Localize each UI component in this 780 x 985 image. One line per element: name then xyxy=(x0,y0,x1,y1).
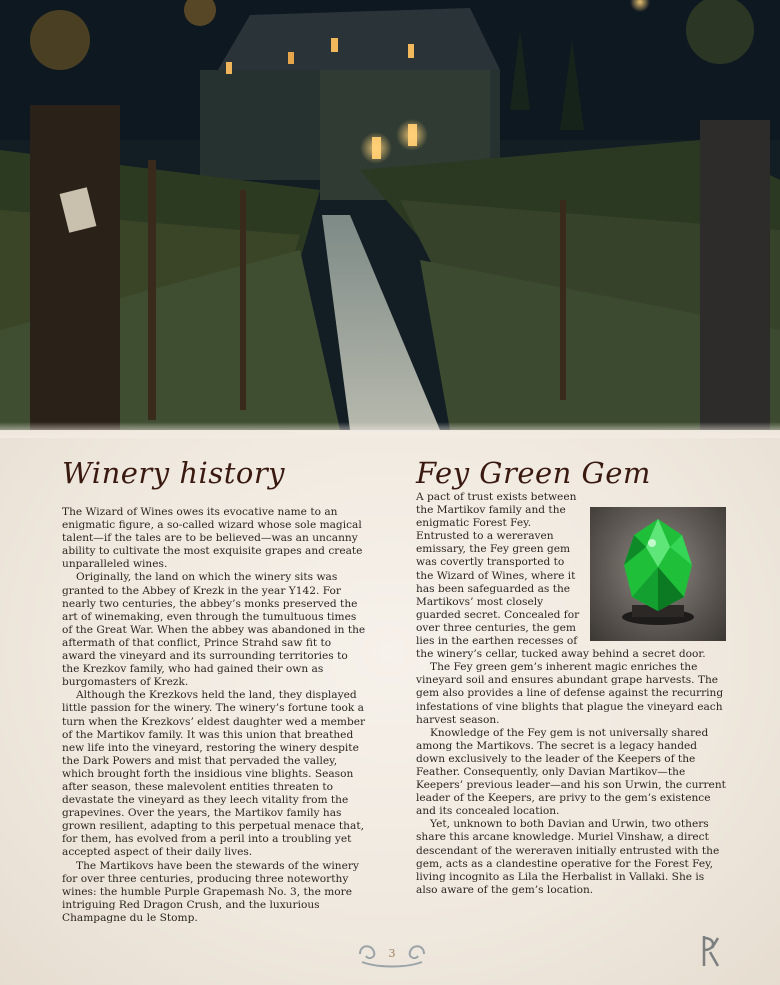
winery-history-heading: Winery history xyxy=(62,456,286,490)
hero-illustration xyxy=(0,0,780,430)
paragraph: The Fey green gem’s inherent magic enriches the vineyard soil and ensures abundant grape harvests. The gem also provides a line of defense against the recurring infestations of vine blights that plague the vineyard each harvest season. xyxy=(416,661,724,726)
paragraph: Although the Krezkovs held the land, they displayed little passion for the winery. The winery’s fortune took a turn when the Krezkovs’ eldest daughter wed a member of the Martikov family. It was this union that breathed new life into the vineyard, restoring the winery despite the Dark Powers and mist that pervaded the valley, which brought forth the insidious vine blights. Season after season, these malevolent entities threaten to devastate the vineyard as they leech vitality from the grapevines. Over the years, the Martikov family has grown resilient, adapting to this perpetual menace that, for them, has evolved from a peril into a troubling yet accepted aspect of their daily lives. xyxy=(62,689,366,859)
page-torn-edge xyxy=(0,422,780,438)
fey-green-gem-heading: Fey Green Gem xyxy=(416,456,651,490)
green-gem-image xyxy=(590,507,726,641)
paragraph: The Martikovs have been the stewards of the winery for over three centuries, producing three noteworthy wines: the humble Purple Grapemash No. 3, the more intriguing Red Dragon Crush, and the luxurious Champagne du le Stomp. xyxy=(62,859,359,924)
paragraph: Knowledge of the Fey gem is not universally shared among the Martikovs. The secret is a legacy handed down exclusively to the leader of the Keepers of the Feather. Consequently, only Davian Martikov—the Keepers’ previous leader—and his son Urwin, the current leader of the Keepers, are privy to the gem’s existence and its concealed location. xyxy=(416,726,726,818)
gem-icon xyxy=(590,507,726,641)
fey-green-gem-column xyxy=(416,491,726,897)
paragraph: Originally, the land on which the winery sits was granted to the Abbey of Krezk in the year Y142. For nearly two centuries, the abbey’s monks preserved the art of winemaking, even through the tumultuous times of the Great War. When the abbey was abandoned in the aftermath of that conflict, Prince Strahd saw fit to award the vineyard and its surrounding territories to the Krezkov family, who had gained their own as burgomasters of Krezk. xyxy=(62,571,366,689)
page-number: 3 xyxy=(388,947,396,960)
paragraph: The Wizard of Wines owes its evocative name to an enigmatic figure, a so-called wizard whose sole magical talent—if the tales are to be believed—was an uncanny ability to cultivate the most exquisite grapes and create unparalleled wines. xyxy=(62,506,363,571)
paragraph: Yet, unknown to both Davian and Urwin, two others share this arcane knowledge. Muriel Vinshaw, a direct descendant of the wereraven initially entrusted with the gem, acts as a clandestine operative for the Forest Fey, living incognito as Lila the Herbalist in Vallaki. She is also aware of the gem’s location. xyxy=(416,818,720,896)
publisher-logo-icon xyxy=(700,934,722,968)
winery-history-column xyxy=(62,506,368,925)
vineyard-night-scene xyxy=(0,0,780,430)
paragraph: A pact of trust exists between the Martikov family and the enigmatic Forest Fey. Entrusted to a wereraven emissary, the Fey green gem was covertly transported to the Wizard of Wines, where it has been safeguarded as the Martikovs’ most closely guarded secret. Concealed for over three centuries, the gem lies in the earthen recesses of the winery’s cellar, tucked away behind a secret door. xyxy=(416,491,706,661)
